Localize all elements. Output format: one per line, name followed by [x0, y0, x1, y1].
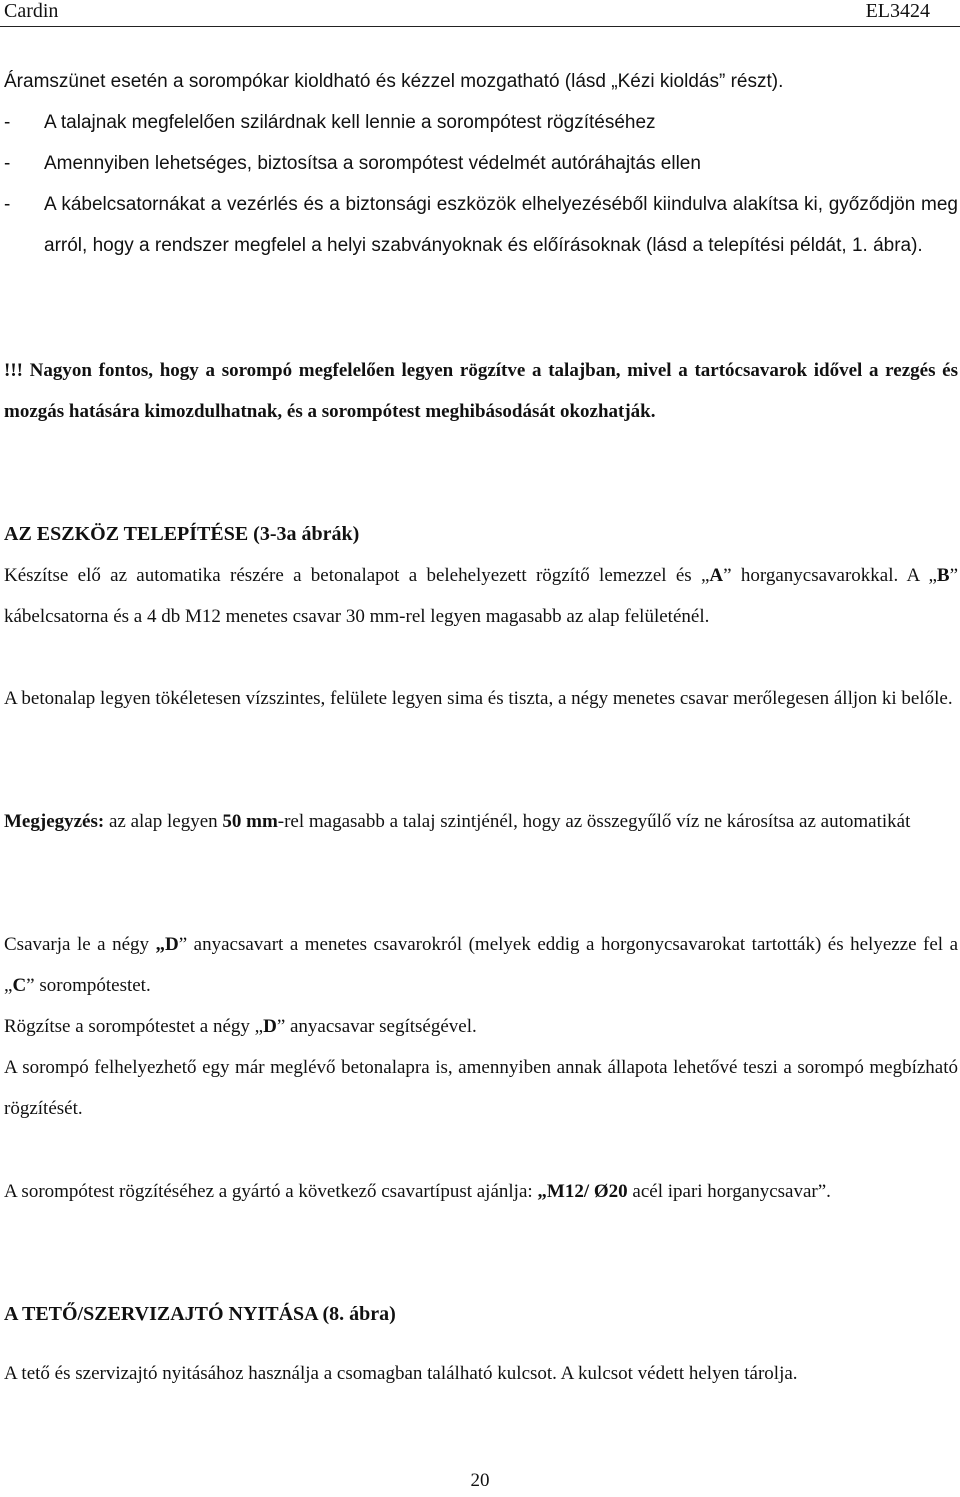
bullet-item: - A talajnak megfelelően szilárdnak kell lennie a sorompótest rögzítéséhez	[4, 102, 958, 143]
header-brand: Cardin	[4, 0, 59, 22]
bullet-dash: -	[4, 153, 11, 174]
note-label: Megjegyzés:	[4, 811, 105, 832]
mount-paragraph-3: A sorompó felhelyezhető egy már meglévő betonalapra is, amennyiben annak állapota lehetővé teszi a sorompó megbízható rögzítését.	[4, 1057, 958, 1119]
page-header	[0, 0, 960, 27]
intro-line: Áramszünet esetén a sorompókar kioldható és kézzel mozgatható (lásd „Kézi kioldás” részt).	[4, 71, 784, 92]
header-model: EL3424	[865, 0, 930, 22]
roof-paragraph: A tető és szervizajtó nyitásához használja a csomagban található kulcsot. A kulcsot védett helyen tárolja.	[4, 1363, 798, 1384]
roof-title: A TETŐ/SZERVIZAJTÓ NYITÁSA (8. ábra)	[4, 1303, 396, 1325]
mount-paragraph-1: Csavarja le a négy „D” anyacsavart a menetes csavarokról (melyek eddig a horgonycsavarokat tartották) és helyezze fel a „C” sorompótestet.	[4, 934, 958, 996]
install-paragraph-1: Készítse elő az automatika részére a betonalapot a belehelyezett rögzítő lemezzel és „A” horganycsavarokkal. A „B” kábelcsatorna és a 4 db M12 menetes csavar 30 mm-rel legyen magasabb az alap felületénél.	[4, 565, 959, 627]
mount-paragraph-2: Rögzítse a sorompótestet a négy „D” anyacsavar segítségével.	[4, 1016, 477, 1037]
bolt-paragraph: A sorompótest rögzítéséhez a gyártó a következő csavartípust ajánlja: „M12/ Ø20 acél ipari horganycsavar”.	[4, 1181, 831, 1202]
note-paragraph: Megjegyzés: az alap legyen 50 mm-rel magasabb a talaj szintjénél, hogy az összegyűlő víz ne károsítsa az automatikát	[4, 811, 911, 832]
bullet-item: - A kábelcsatornákat a vezérlés és a biztonsági eszközök elhelyezéséből kiindulva alakítsa ki, győződjön meg arról, hogy a rendszer megfelel a helyi szabványoknak és előírásoknak (lásd a telepítési példát, 1. ábra).	[4, 184, 958, 266]
warning-paragraph: !!! Nagyon fontos, hogy a sorompó megfelelően legyen rögzítve a talajban, mivel a tartócsavarok idővel a rezgés és mozgás hatására kimozdulhatnak, és a sorompótest meghibásodását okozhatják.	[4, 360, 958, 422]
bullet-dash: -	[4, 194, 11, 215]
install-paragraph-2: A betonalap legyen tökéletesen vízszintes, felülete legyen sima és tiszta, a négy menetes csavar merőlegesen álljon ki belőle.	[4, 688, 953, 709]
bullet-dash: -	[4, 112, 11, 133]
page-number: 20	[470, 1470, 490, 1491]
bullet-item: - Amennyiben lehetséges, biztosítsa a sorompótest védelmét autóráhajtás ellen	[4, 143, 958, 184]
install-title: AZ ESZKÖZ TELEPÍTÉSE (3-3a ábrák)	[4, 523, 360, 545]
intro-section	[4, 61, 958, 266]
